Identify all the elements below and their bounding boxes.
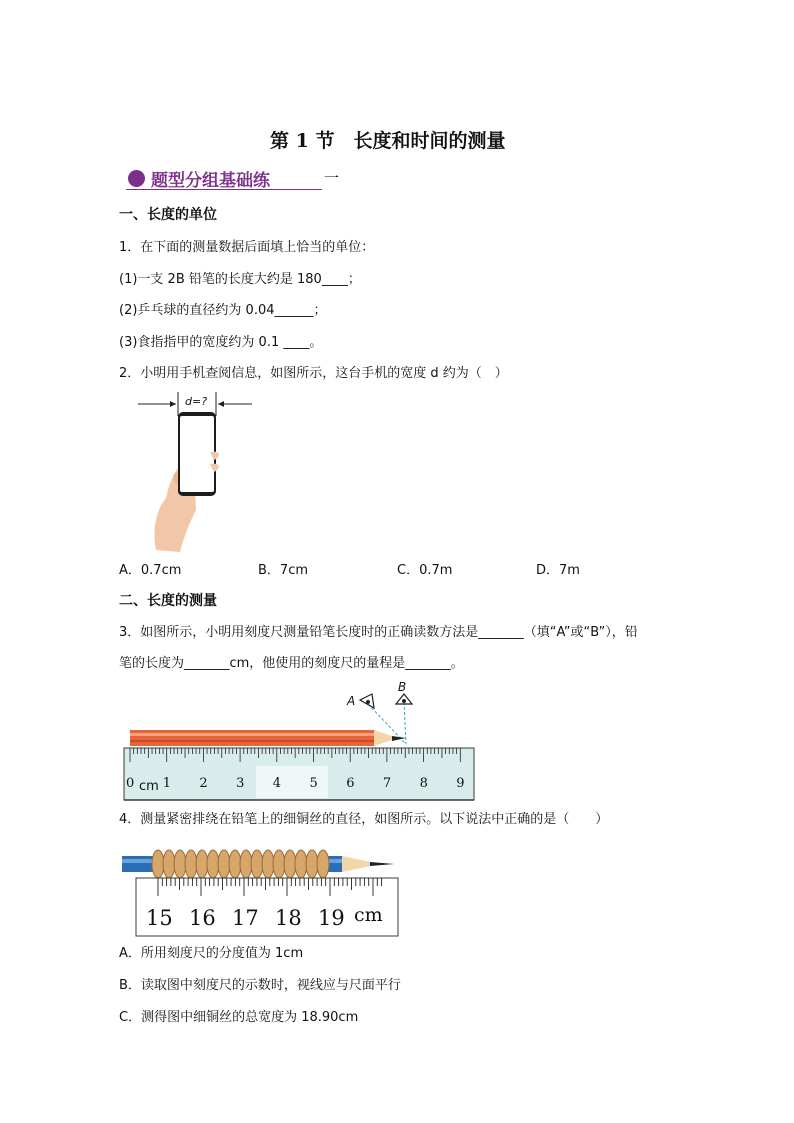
coil-turn [152, 850, 164, 878]
section-heading-units: 一、长度的单位 [119, 207, 217, 223]
coil-turn [196, 850, 208, 878]
q2-option-a: A．0.7cm [119, 563, 182, 578]
q4-option-a: A．所用刻度尺的分度值为 1cm [119, 946, 304, 961]
ruler-tick-label: 3 [236, 776, 245, 791]
coil-turn [273, 850, 285, 878]
q2-option-c: C．0.7m [397, 563, 453, 578]
eye-b-label: B [398, 680, 407, 694]
q1-line-2: (2)乒乓球的直径约为 0.04______； [119, 303, 327, 318]
coil-turn [218, 850, 230, 878]
q2-option-d: D．7m [536, 563, 580, 578]
banner-tail: 一 [324, 169, 340, 187]
ruler-tick-label: 8 [419, 776, 428, 791]
q4-stem: 4．测量紧密排绕在铅笔上的细铜丝的直径，如图所示。以下说法中正确的是（ ） [119, 812, 609, 827]
ruler-tick-label: 6 [346, 776, 355, 791]
q1-line-1: (1)一支 2B 铅笔的长度大约是 180____； [119, 272, 361, 287]
coil-turn [207, 850, 219, 878]
coil-turn [174, 850, 186, 878]
coil-ruler-tick-label: 17 [232, 906, 259, 930]
ruler-unit-label: cm [139, 779, 159, 794]
ruler-tick-label: 4 [272, 776, 282, 791]
q2-option-b: B．7cm [258, 563, 309, 578]
coil-turn [251, 850, 263, 878]
coil-ruler-tick-label: 18 [275, 906, 302, 930]
coil-turn [229, 850, 241, 878]
coil-turn [262, 850, 274, 878]
bullet-dot-icon [128, 170, 145, 187]
q3-line-1: 3．如图所示，小明用刻度尺测量铅笔长度时的正确读数方法是_______（填“A”或“B”），铅 [119, 625, 638, 640]
coil-turn [163, 850, 175, 878]
coil-turn [295, 850, 307, 878]
section-heading-measure: 二、长度的测量 [119, 593, 217, 609]
page-title: 第 1 节 长度和时间的测量 [270, 130, 506, 152]
ruler-tick-label: 1 [162, 776, 171, 791]
coil-turn [284, 850, 296, 878]
phone-figure [138, 390, 258, 552]
ruler-tick-label: 9 [456, 776, 465, 791]
coil-turn [185, 850, 197, 878]
q1-line-3: (3)食指指甲的宽度约为 0.1 ____。 [119, 335, 323, 350]
banner-underline [126, 189, 322, 190]
coil-turn [240, 850, 252, 878]
eye-a-label: A [347, 694, 356, 708]
phone-width-label: d=? [185, 395, 208, 408]
coil-ruler-tick-label: 16 [189, 906, 216, 930]
section-banner: 题型分组基础练 [151, 171, 270, 191]
coil-turn [317, 850, 329, 878]
ruler-tick-label: 7 [382, 776, 392, 791]
coil-ruler-tick-label: 19 [318, 906, 345, 930]
coil-ruler-unit: cm [354, 904, 383, 926]
q4-option-b: B．读取图中刻度尺的示数时，视线应与尺面平行 [119, 978, 401, 993]
q2-stem: 2．小明用手机查阅信息，如图所示，这台手机的宽度 d 约为（ ） [119, 366, 508, 381]
q3-line-2: 笔的长度为_______cm，他使用的刻度尺的量程是_______。 [119, 656, 464, 671]
ruler-tick-label: 2 [199, 776, 208, 791]
q4-option-c: C．测得图中细铜丝的总宽度为 18.90cm [119, 1010, 359, 1025]
ruler-tick-label: 5 [309, 776, 318, 791]
coil-turn [306, 850, 318, 878]
ruler-tick-label: 0 [126, 776, 135, 791]
coil-ruler-tick-label: 15 [146, 906, 173, 930]
q1-stem: 1．在下面的测量数据后面填上恰当的单位： [119, 240, 375, 255]
